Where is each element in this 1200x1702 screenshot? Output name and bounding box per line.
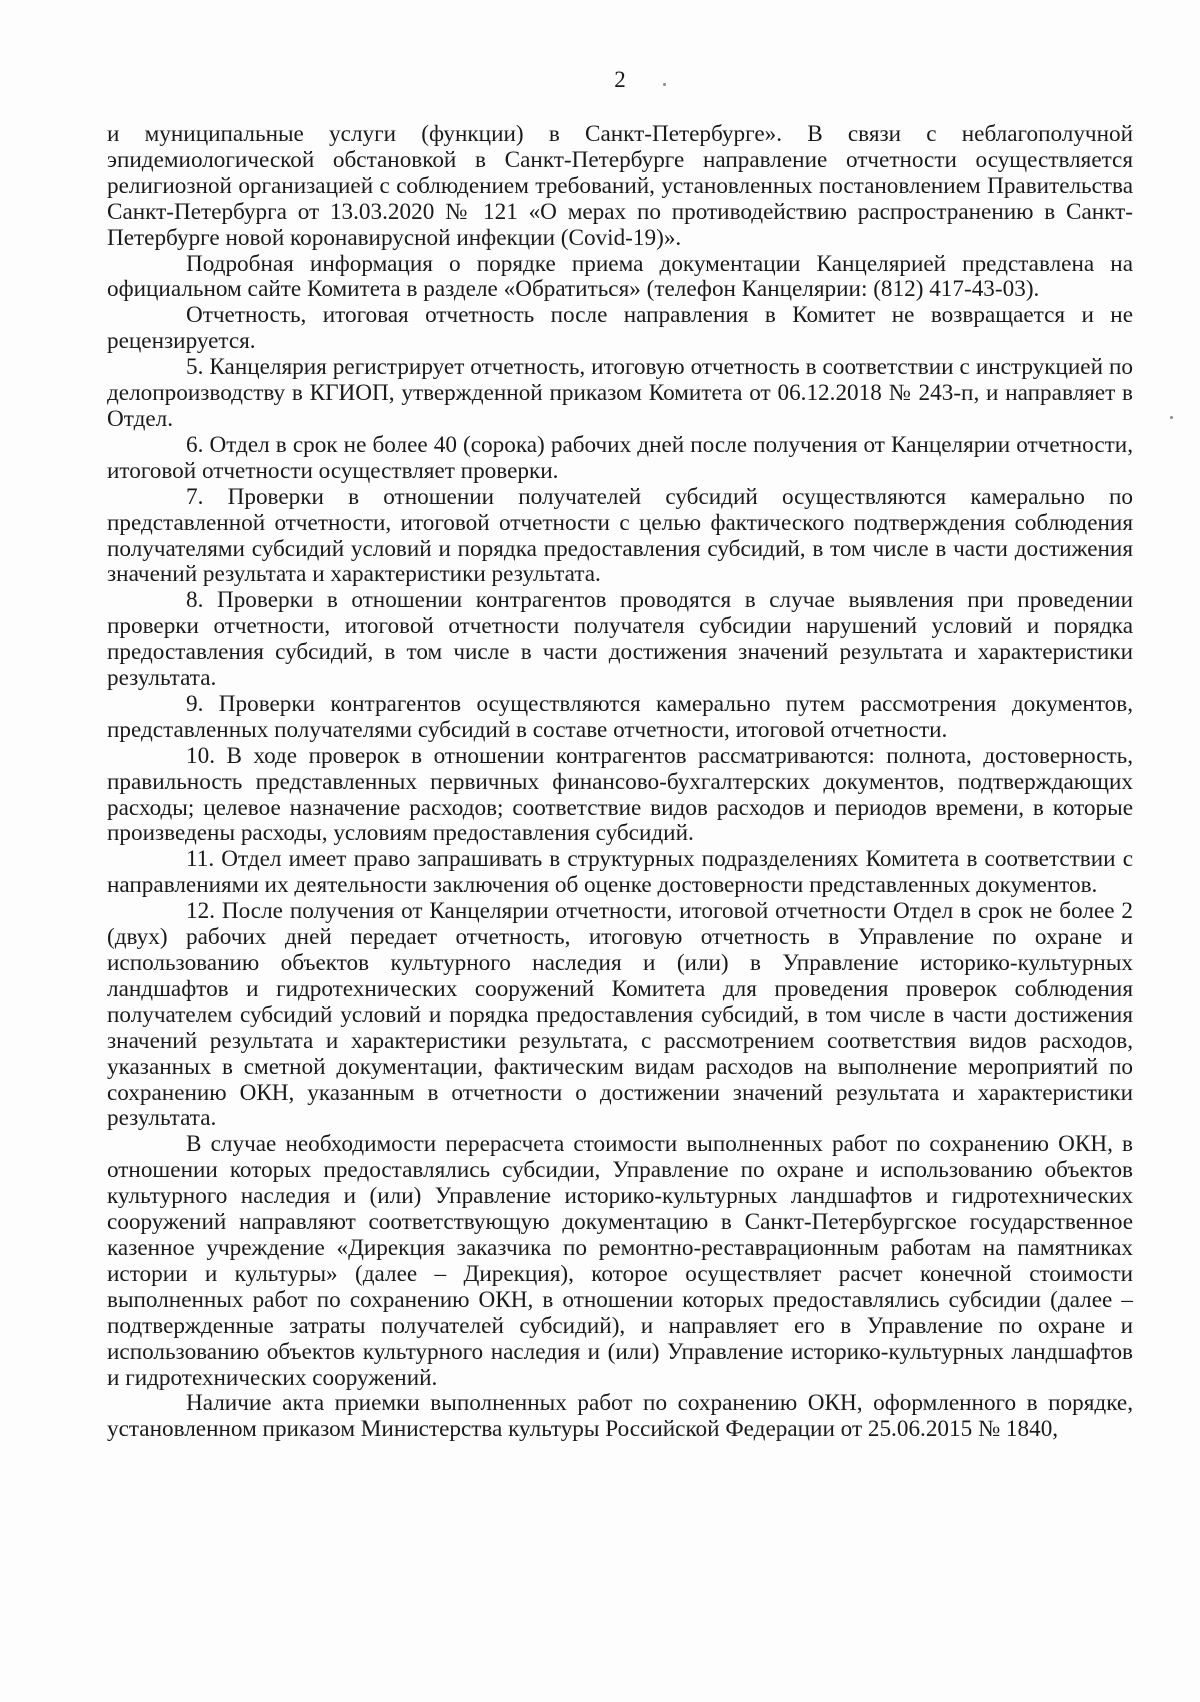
paragraph-not-returned: Отчетность, итоговая отчетность после направления в Комитет не возвращается и не рецензируется.: [107, 302, 1133, 355]
paragraph-acceptance-act: Наличие акта приемки выполненных работ по сохранению ОКН, оформленного в порядке, установленном приказом Министерства культуры Российской Федерации от 25.06.2015 № 1840,: [107, 1390, 1133, 1443]
document-body: [107, 122, 1133, 1443]
paragraph-info-chancellery: Подробная информация о порядке приема документации Канцелярией представлена на официальном сайте Комитета в разделе «Обратиться» (телефон Канцелярии: (812) 417-43-03).: [107, 250, 1133, 303]
paragraph-continuation: и муниципальные услуги (функции) в Санкт-Петербурге». В связи с неблагополучной эпидемиологической обстановкой в Санкт-Петербурге направление отчетности осуществляется религиозной организацией с соблюдением требований, установленных постановлением Правительства Санкт-Петербурга от 13.03.2020 № 121 «О мерах по противодействию распространению в Санкт-Петербурге новой коронавирусной инфекции (Covid-19)».: [107, 121, 1133, 251]
paragraph-item-5: 5. Канцелярия регистрирует отчетность, итоговую отчетность в соответствии с инструкцией по делопроизводству в КГИОП, утвержденной приказом Комитета от 06.12.2018 № 243-п, и направляет в Отдел.: [107, 354, 1133, 432]
paragraph-item-9: 9. Проверки контрагентов осуществляются камерально путем рассмотрения документов, представленных получателями субсидий в составе отчетности, итоговой отчетности.: [107, 690, 1133, 743]
paragraph-item-7: 7. Проверки в отношении получателей субсидий осуществляются камерально по представленной отчетности, итоговой отчетности с целью фактического подтверждения соблюдения получателями субсидий условий и порядка предоставления субсидий, в том числе в части достижения значений результата и характеристики результата.: [107, 483, 1133, 588]
paragraph-recalculation: В случае необходимости перерасчета стоимости выполненных работ по сохранению ОКН, в отношении которых предоставлялись субсидии, Управление по охране и использованию объектов культурного наследия и (или) Управление историко-культурных ландшафтов и гидротехнических сооружений направляют соответствующую документацию в Санкт-Петербургское государственное казенное учреждение «Дирекция заказчика по ремонтно-реставрационным работам на памятниках истории и культуры» (далее – Дирекция), которое осуществляет расчет конечной стоимости выполненных работ по сохранению ОКН, в отношении которых предоставлялись субсидии (далее – подтвержденные затраты получателей субсидий), и направляет его в Управление по охране и использованию объектов культурного наследия и (или) Управление историко-культурных ландшафтов и гидротехнических сооружений.: [107, 1131, 1133, 1391]
scan-speck: [663, 83, 666, 86]
scan-speck: [1170, 416, 1173, 419]
paragraph-item-8: 8. Проверки в отношении контрагентов проводятся в случае выявления при проведении проверки отчетности, итоговой отчетности получателя субсидии нарушений условий и порядка предоставления субсидий, в том числе в части достижения значений результата и характеристики результата.: [107, 587, 1133, 692]
page-number: 2: [614, 67, 626, 92]
paragraph-item-10: 10. В ходе проверок в отношении контрагентов рассматриваются: полнота, достоверность, правильность представленных первичных финансово-бухгалтерских документов, подтверждающих расходы; целевое назначение расходов; соответствие видов расходов и периодов времени, в которые произведены расходы, условиям предоставления субсидий.: [107, 742, 1133, 847]
paragraph-item-6: 6. Отдел в срок не более 40 (сорока) рабочих дней после получения от Канцелярии отчетности, итоговой отчетности осуществляет проверки.: [107, 431, 1133, 484]
paragraph-item-11: 11. Отдел имеет право запрашивать в структурных подразделениях Комитета в соответствии с направлениями их деятельности заключения об оценке достоверности представленных документов.: [107, 846, 1133, 899]
paragraph-item-12: 12. После получения от Канцелярии отчетности, итоговой отчетности Отдел в срок не более 2 (двух) рабочих дней передает отчетность, итоговую отчетность в Управление по охране и использованию объектов культурного наследия и (или) в Управление историко-культурных ландшафтов и гидротехнических сооружений Комитета для проведения проверок соблюдения получателем субсидий условий и порядка предоставления субсидий, в том числе в части достижения значений результата и характеристики результата, с рассмотрением соответствия видов расходов, указанных в сметной документации, фактическим видам расходов на выполнение мероприятий по сохранению ОКН, указанным в отчетности о достижении значений результата и характеристики результата.: [107, 898, 1133, 1132]
